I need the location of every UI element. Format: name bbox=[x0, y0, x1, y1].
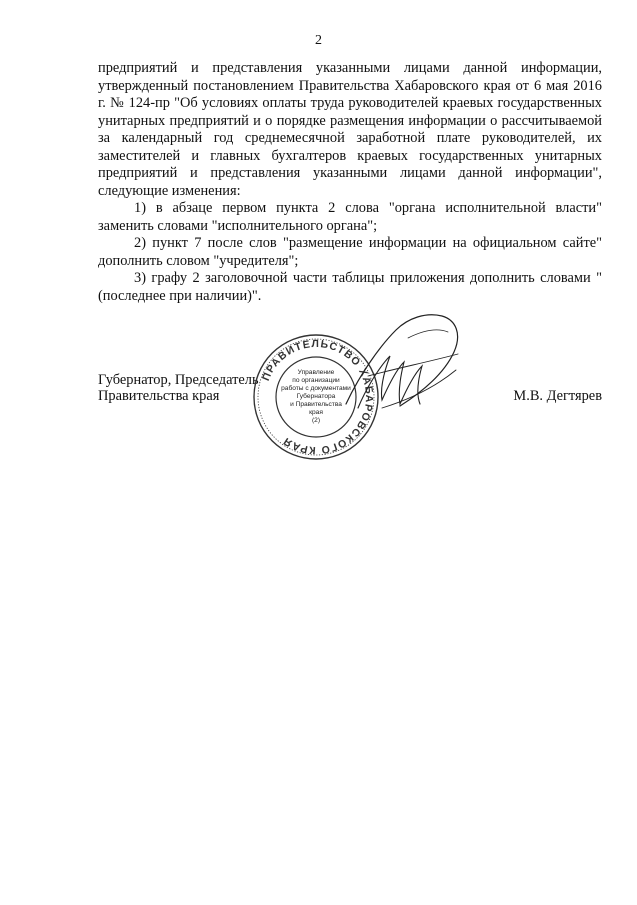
signatory-title bbox=[98, 372, 259, 404]
amendment-item-1: 1) в абзаце первом пункта 2 слова "органа исполнительной власти" заменить словами "исполнительного органа"; bbox=[98, 200, 602, 234]
seal-inner-line: Управление bbox=[297, 369, 335, 376]
seal-inner-line: края bbox=[309, 409, 323, 416]
seal-inner-line: работы с документами bbox=[281, 385, 351, 392]
handwritten-signature bbox=[338, 308, 466, 428]
seal-inner-line: (2) bbox=[311, 417, 321, 424]
signer-name: М.В. Дегтярев bbox=[513, 388, 602, 404]
seal-inner-line: по организации bbox=[292, 377, 340, 384]
seal-inner-line: и Правительства bbox=[290, 401, 342, 408]
signatory-title-line-1: Губернатор, Председатель bbox=[98, 372, 259, 388]
document-body bbox=[98, 60, 602, 305]
signatory-title-line-2: Правительства края bbox=[98, 388, 220, 404]
amendment-item-2: 2) пункт 7 после слов "размещение информации на официальном сайте" дополнить словом "учредителя"; bbox=[98, 235, 602, 269]
page-number: 2 bbox=[315, 33, 322, 48]
seal-ring-text: ПРАВИТЕЛЬСТВО ХАБАРОВСКОГО КРАЯ bbox=[259, 337, 376, 457]
seal-inner-line: Губернатора bbox=[296, 393, 336, 400]
amendment-item-3: 3) графу 2 заголовочной части таблицы приложения дополнить словами "(последнее при наличии)". bbox=[98, 270, 602, 304]
paragraph-continuation: предприятий и представления указанными лицами данной информации, утвержденный постановлением Правительства Хабаровского края от 6 мая 2016 г. № 124-пр "Об условиях оплаты труда руководителей краевых государственных унитарных предприятий и о порядке размещения информации о рассчитываемой за календарный год среднемесячной заработной плате руководителей, их заместителей и главных бухгалтеров краевых государственных унитарных предприятий и представления указанными лицами данной информации", следующие изменения: bbox=[98, 60, 602, 199]
